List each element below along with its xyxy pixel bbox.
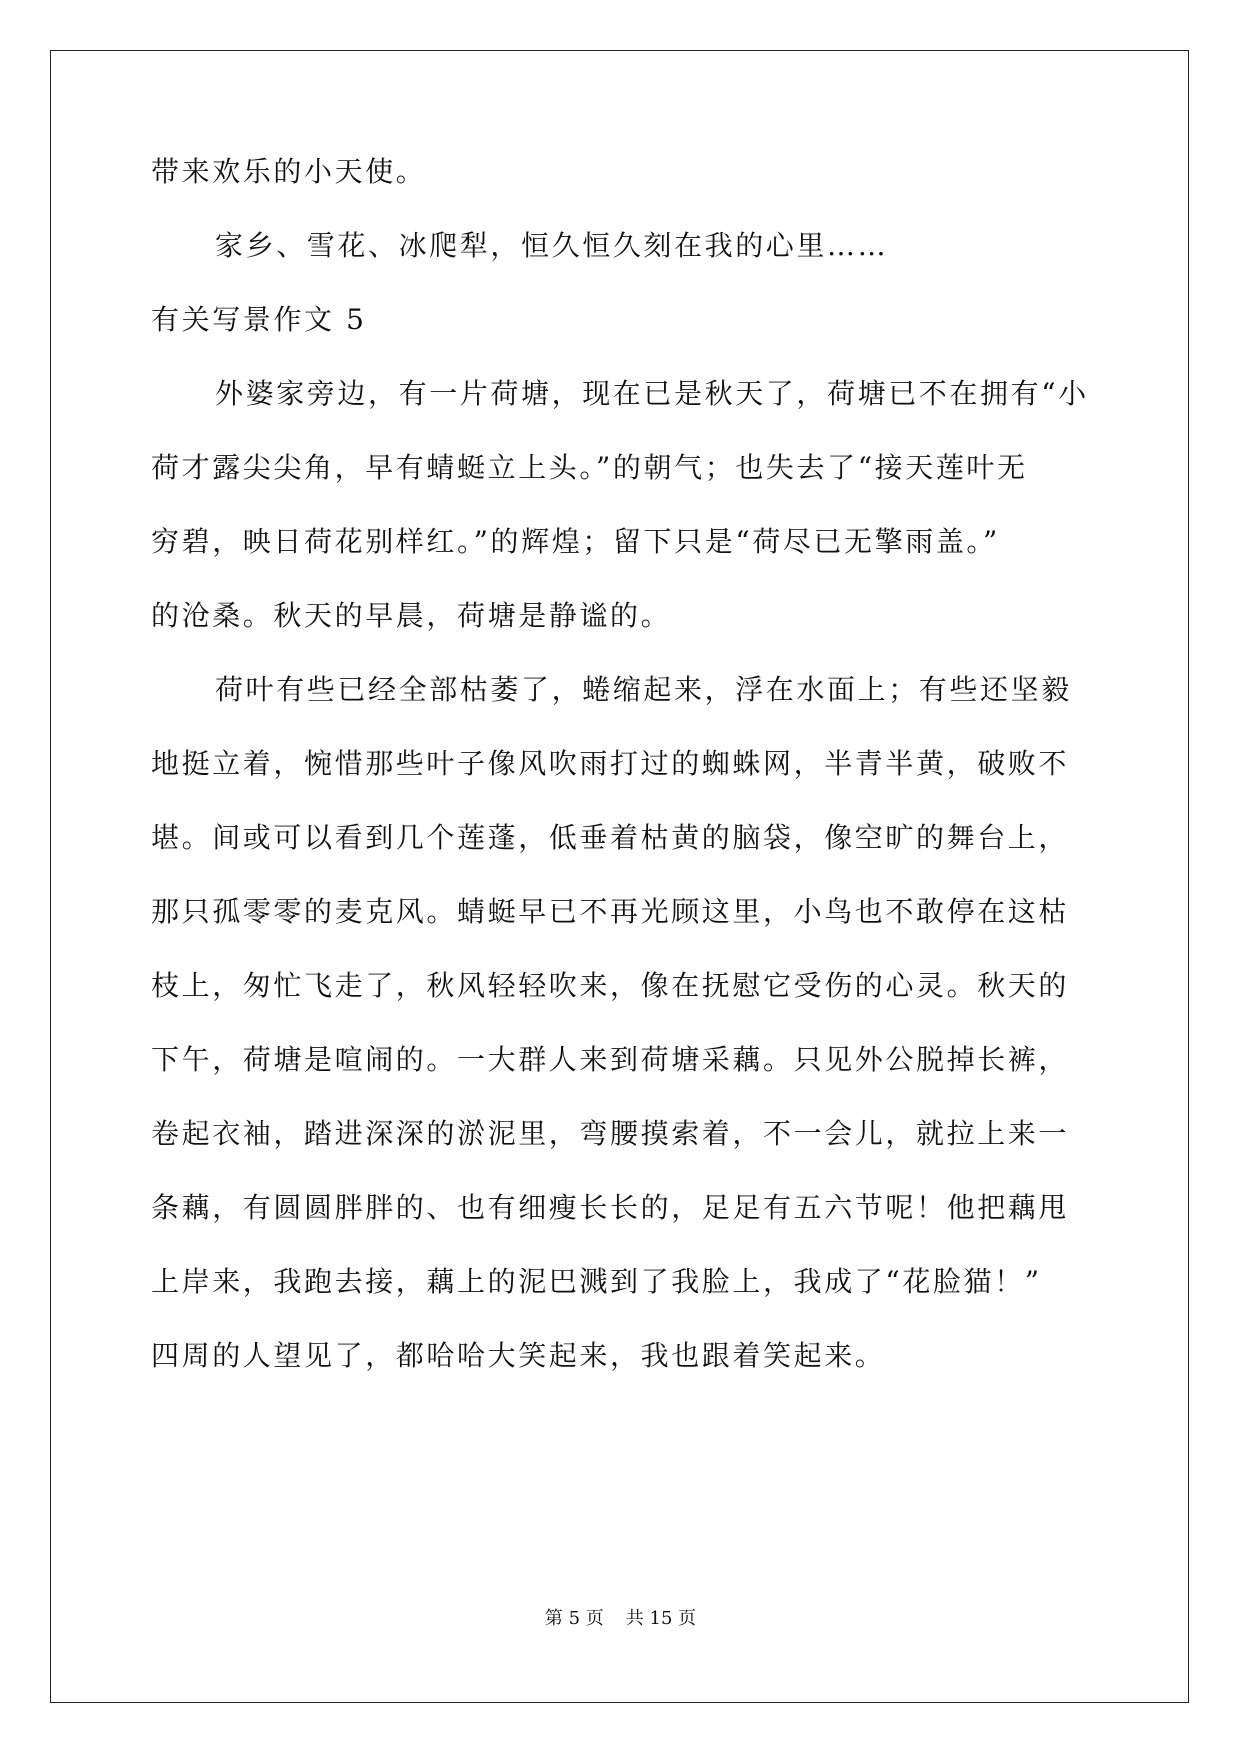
text-line: 枝上，匆忙飞走了，秋风轻轻吹来，像在抚慰它受伤的心灵。秋天的 [151, 969, 1070, 1002]
page-footer [0, 1607, 1241, 1631]
text-line: 那只孤零零的麦克风。蜻蜓早已不再光顾这里，小鸟也不敢停在这枯 [151, 895, 1070, 928]
page-border [50, 50, 1189, 1703]
text-line: 堪。间或可以看到几个莲蓬，低垂着枯黄的脑袋，像空旷的舞台上， [151, 821, 1070, 854]
text-line: 荷叶有些已经全部枯萎了，蜷缩起来，浮在水面上；有些还坚毅 [215, 673, 1072, 706]
text-line: 荷才露尖尖角，早有蜻蜓立上头。”的朝气；也失去了“接天莲叶无 [151, 451, 1028, 484]
page-total: 共 15 页 [625, 1608, 697, 1629]
text-line: 家乡、雪花、冰爬犁，恒久恒久刻在我的心里…… [215, 229, 889, 262]
page-number: 第 5 页 [544, 1608, 604, 1629]
text-line: 地挺立着，惋惜那些叶子像风吹雨打过的蜘蛛网，半青半黄，破败不 [151, 747, 1070, 780]
text-line: 上岸来，我跑去接，藕上的泥巴溅到了我脸上，我成了“花脸猫！” [151, 1265, 1042, 1298]
text-line: 带来欢乐的小天使。 [151, 155, 427, 188]
text-line: 穷碧，映日荷花别样红。”的辉煌；留下只是“荷尽已无擎雨盖。” [151, 525, 1000, 558]
section-heading: 有关写景作文 5 [151, 303, 367, 336]
text-line: 卷起衣袖，踏进深深的淤泥里，弯腰摸索着，不一会儿，就拉上来一 [151, 1117, 1070, 1150]
text-line: 下午，荷塘是喧闹的。一大群人来到荷塘采藕。只见外公脱掉长裤， [151, 1043, 1070, 1076]
text-line: 外婆家旁边，有一片荷塘，现在已是秋天了，荷塘已不在拥有“小 [215, 377, 1089, 410]
text-line: 的沧桑。秋天的早晨，荷塘是静谧的。 [151, 599, 672, 632]
text-line: 四周的人望见了，都哈哈大笑起来，我也跟着笑起来。 [151, 1339, 886, 1372]
text-line: 条藕，有圆圆胖胖的、也有细瘦长长的，足足有五六节呢！他把藕甩 [151, 1191, 1070, 1224]
